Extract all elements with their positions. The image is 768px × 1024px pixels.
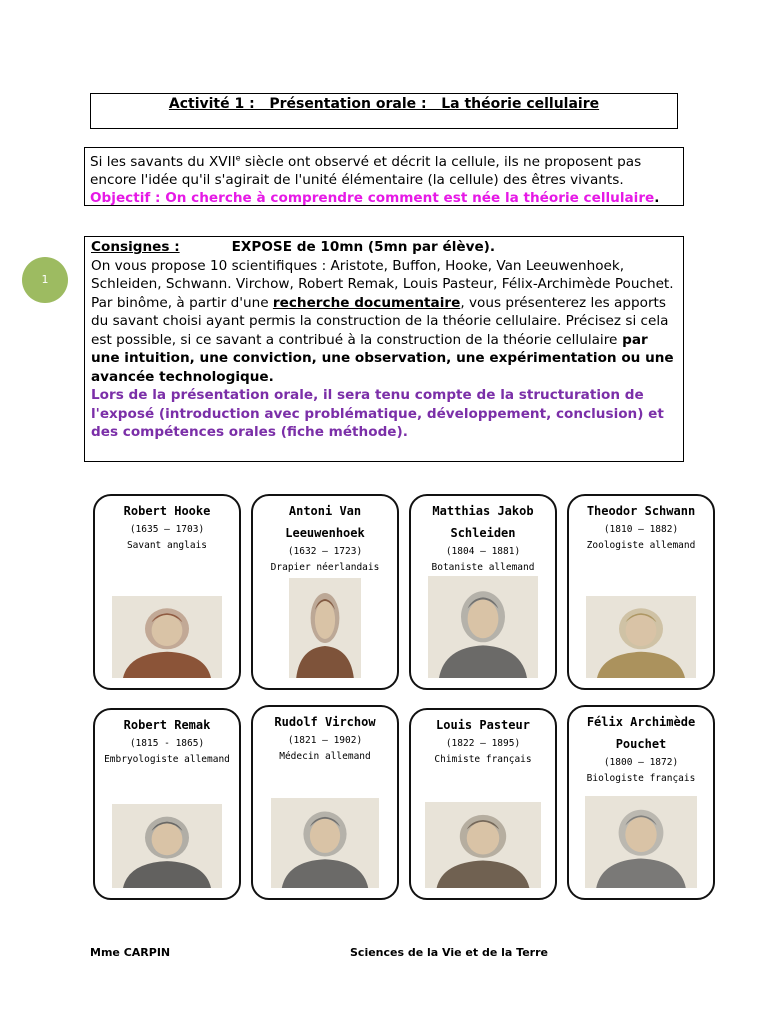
title-box [90,93,678,129]
scientist-name: Robert Remak [123,718,211,732]
documentary-research: recherche documentaire [272,294,461,311]
evaluation-note: Lors de la présentation orale, il sera tenu compte de la structuration de l'exposé (introduction avec problématique, développement, conclusion) et des compétences orales (fiche méthode). [91,387,664,440]
scientist-card [251,494,399,690]
expose-label: EXPOSE de 10mn (5mn par élève). [231,239,496,255]
scientist-dates: (1632 – 1723) [287,546,363,557]
scientist-name: Matthias Jakob Schleiden [432,504,534,540]
scientist-card [251,705,399,900]
consignes-heading [91,238,677,257]
portrait-image [289,578,361,678]
scientist-dates: (1810 – 1882) [603,524,679,535]
portrait-image [112,596,222,678]
portrait-image [586,596,696,678]
scientist-role: Botaniste allemand [431,562,535,573]
page-title: Activité 1 : Présentation orale : La théorie cellulaire [168,96,600,112]
scientist-name: Louis Pasteur [436,718,530,732]
instructions-middle: , vous présenterez les apports du savant choisi ayant permis la construction de la théorie cellulaire. Précisez si cela est possible, si ce savant a contribué à la construction de la théorie cellulaire [91,294,669,348]
scientist-dates: (1800 – 1872) [603,757,679,768]
scientist-dates: (1815 - 1865) [129,738,205,749]
scientist-role: Savant anglais [126,540,208,551]
scientist-card [93,494,241,690]
intro-box [84,147,684,206]
footer-author: Mme CARPIN [90,946,171,959]
scientist-name: Antoni Van Leeuwenhoek [285,504,365,540]
scientist-name: Rudolf Virchow [274,715,376,729]
scientist-name: Theodor Schwann [586,504,696,518]
scientist-dates: (1635 – 1703) [129,524,205,535]
footer-subject: Sciences de la Vie et de la Terre [350,946,548,959]
scientist-dates: (1821 – 1902) [287,735,363,746]
scientist-role: Embryologiste allemand [104,754,230,765]
consignes-box [84,236,684,462]
portrait-image [425,802,541,888]
objective-period: . [654,189,660,206]
scientist-role: Drapier néerlandais [270,562,380,573]
consignes-label: Consignes : [91,239,180,255]
intro-text [90,154,641,188]
scientist-card [567,494,715,690]
intro-superscript: e [235,153,241,162]
instructions-bold: par une intuition, une conviction, une observation, une expérimentation ou une avancée technologique. [91,331,674,385]
portrait-image [428,576,538,678]
instructions [91,294,677,387]
portrait-image [112,804,222,888]
intro-text-start: Si les savants du XVII [90,153,236,170]
scientist-role: Chimiste français [434,754,532,765]
intro-text-end: siècle ont observé et décrit la cellule, ils ne proposent pas encore l'idée qu'il s'agirait de l'unité élémentaire (la cellule) des êtres vivants. [90,153,642,188]
scientist-role: Biologiste français [586,773,696,784]
scientist-name: Robert Hooke [123,504,211,518]
portrait-image [585,796,697,888]
scientist-role: Zoologiste allemand [586,540,696,551]
portrait-image [271,798,379,888]
instructions-start: Par binôme, à partir d'une [91,294,273,311]
scientist-card [93,708,241,900]
scientist-name: Félix Archimède Pouchet [586,715,696,751]
scientist-role: Médecin allemand [279,751,371,762]
page-number-badge: 1 [22,257,68,303]
scientist-dates: (1822 – 1895) [445,738,521,749]
scientist-card [567,705,715,900]
scientist-dates: (1804 – 1881) [445,546,521,557]
scientist-list: On vous propose 10 scientifiques : Aristote, Buffon, Hooke, Van Leeuwenhoek, Schleiden, Schwann. Virchow, Robert Remak, Louis Pasteur, Félix-Archimède Pouchet. [91,257,674,292]
objective: Objectif : On cherche à comprendre comment est née la théorie cellulaire [90,189,655,206]
scientist-card [409,708,557,900]
scientist-card [409,494,557,690]
